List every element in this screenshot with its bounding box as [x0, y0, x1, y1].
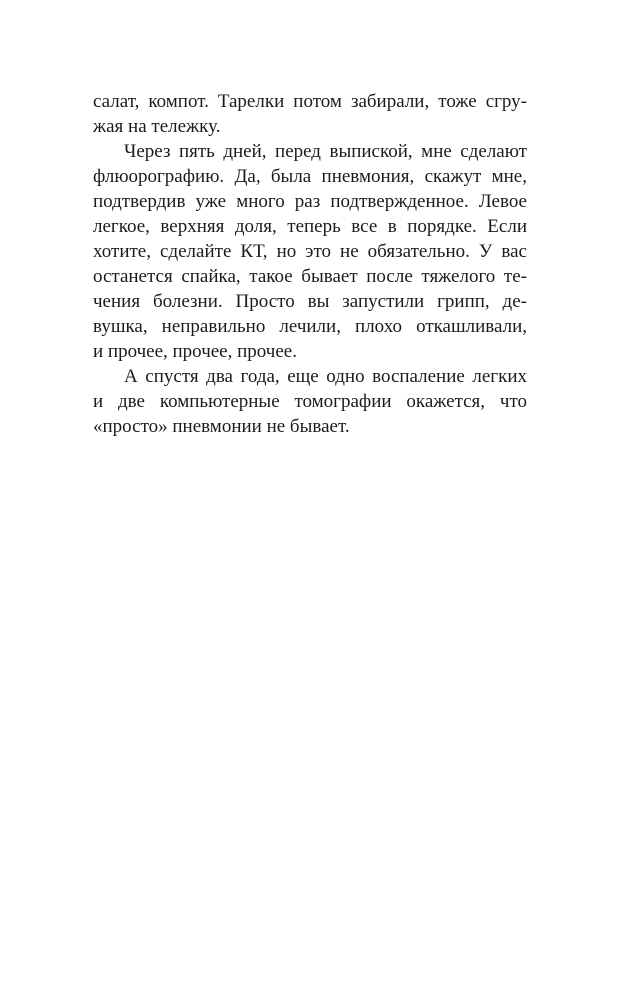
text-line: останется спайка, такое бывает после тяжелого те-	[93, 266, 527, 287]
text-block	[93, 89, 527, 439]
text-line: жая на тележку.	[93, 116, 221, 137]
text-line: «просто» пневмонии не бывает.	[93, 416, 350, 437]
text-line: А спустя два года, еще одно воспаление легких	[124, 366, 527, 387]
text-line: чения болезни. Просто вы запустили грипп, де-	[93, 291, 527, 312]
text-line: и две компьютерные томографии окажется, что	[93, 391, 527, 412]
text-line: и прочее, прочее, прочее.	[93, 341, 297, 362]
text-line: подтвердив уже много раз подтвержденное. Левое	[93, 191, 527, 212]
text-line: хотите, сделайте КТ, но это не обязательно. У вас	[93, 241, 527, 262]
text-line: салат, компот. Тарелки потом забирали, тоже сгру-	[93, 91, 527, 112]
text-line: флюорографию. Да, была пневмония, скажут мне,	[93, 166, 527, 187]
text-line: легкое, верхняя доля, теперь все в порядке. Если	[93, 216, 527, 237]
text-line: Через пять дней, перед выпиской, мне сделают	[124, 141, 527, 162]
text-line: вушка, неправильно лечили, плохо откашливали,	[93, 316, 527, 337]
